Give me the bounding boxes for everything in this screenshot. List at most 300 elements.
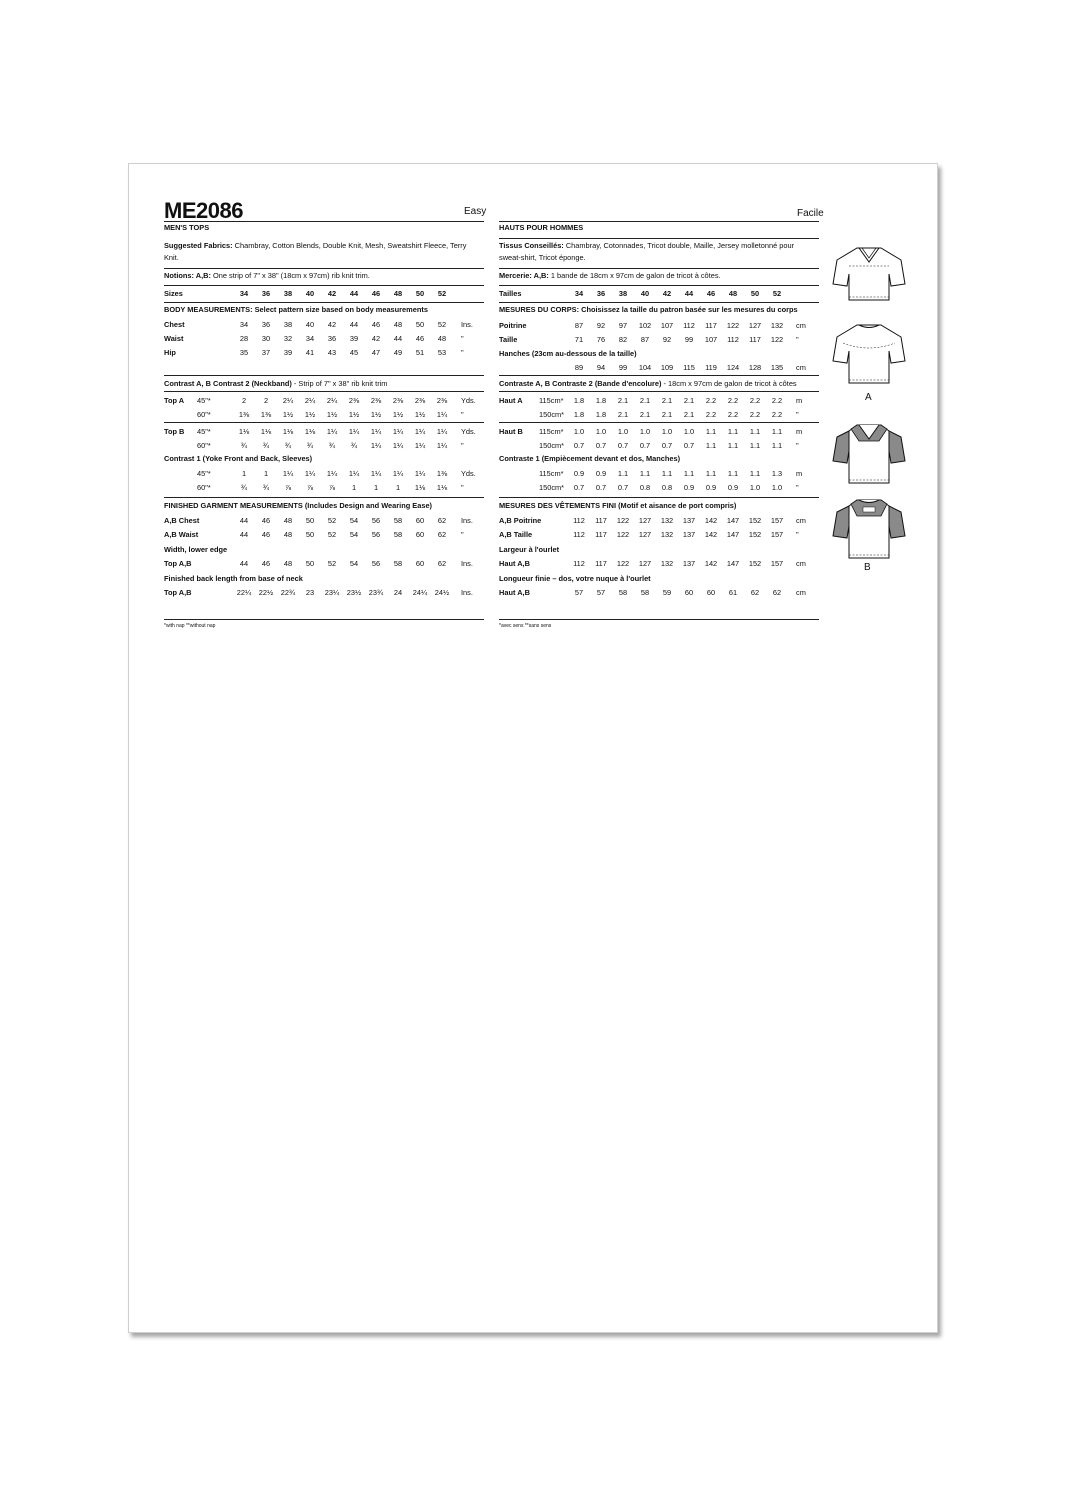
row-label: Chest	[164, 320, 185, 329]
sizes-label: Tailles	[499, 289, 522, 298]
fabric-width: 150cm*	[539, 441, 565, 450]
table-row	[164, 468, 484, 480]
table-cell: 48	[437, 334, 447, 343]
size-header: 50	[750, 289, 760, 298]
table-cell: 22¾	[280, 588, 296, 597]
table-cell: 1¼	[436, 410, 448, 419]
unit-label: "	[461, 530, 464, 539]
table-cell: 48	[283, 516, 293, 525]
table-cell: 2.2	[727, 396, 739, 405]
table-row	[499, 440, 819, 452]
table-cell: 52	[437, 320, 447, 329]
divider	[164, 302, 484, 303]
size-header: 38	[283, 289, 293, 298]
table-row	[499, 468, 819, 480]
divider	[499, 238, 819, 239]
table-cell: 2.2	[771, 410, 783, 419]
size-header: 50	[415, 289, 425, 298]
table-cell: 128	[748, 363, 762, 372]
table-cell: 2⅜	[348, 396, 360, 405]
table-cell: 24¼	[412, 588, 428, 597]
table-cell: 1	[373, 483, 379, 492]
table-cell: 117	[595, 559, 607, 568]
divider	[164, 619, 484, 620]
row-label: A,B Taille	[499, 530, 533, 539]
table-cell: 0.7	[617, 441, 629, 450]
table-cell: 1.1	[727, 441, 739, 450]
table-cell: 46	[261, 530, 271, 539]
fabric-width: 45"*	[197, 427, 211, 436]
table-cell: 1¼	[348, 469, 360, 478]
table-cell: 0.7	[661, 441, 673, 450]
size-header: 48	[393, 289, 403, 298]
table-cell: ¾	[240, 441, 248, 450]
table-row	[164, 333, 484, 345]
table-cell: 44	[239, 530, 249, 539]
table-cell: 1.0	[595, 427, 607, 436]
table-cell: 1⅜	[238, 410, 250, 419]
table-cell: 54	[349, 559, 359, 568]
table-row	[499, 482, 819, 494]
table-cell: 56	[371, 530, 381, 539]
table-cell: 1.1	[639, 469, 651, 478]
table-cell: 102	[638, 321, 652, 330]
table-row	[164, 395, 484, 407]
table-cell: 127	[638, 530, 652, 539]
suggested-fabrics-cont: Knit.	[164, 253, 179, 262]
table-cell: 97	[618, 321, 628, 330]
table-cell: 92	[596, 321, 606, 330]
size-header: 40	[305, 289, 315, 298]
table-cell: 60	[706, 588, 716, 597]
table-cell: 51	[415, 348, 425, 357]
table-cell: 34	[239, 320, 249, 329]
view-a-label: A	[865, 392, 872, 403]
fabric-width: 60"*	[197, 410, 211, 419]
table-cell: 1.1	[705, 427, 717, 436]
table-cell: 62	[750, 588, 760, 597]
row-label: Haut B	[499, 427, 523, 436]
fabric-width: 60"*	[197, 483, 211, 492]
row-label: Top B	[164, 427, 185, 436]
pattern-back-sheet	[128, 163, 938, 1333]
unit-label: cm	[796, 516, 806, 525]
table-cell: 147	[726, 530, 740, 539]
unit-label: Ins.	[461, 588, 473, 597]
table-cell: 2.1	[683, 410, 695, 419]
size-header: 36	[596, 289, 606, 298]
table-cell: 45	[349, 348, 359, 357]
table-cell: 157	[770, 559, 784, 568]
table-cell: 89	[574, 363, 584, 372]
unit-label: "	[796, 335, 799, 344]
table-cell: 1¼	[392, 441, 404, 450]
table-cell: 135	[770, 363, 784, 372]
suggested-fabrics-fr: Tissus Conseillés: Chambray, Cotonnades, Tricot double, Maille, Jersey molletonné pour	[499, 241, 795, 250]
section-title: MEN'S TOPS	[164, 223, 210, 232]
table-cell: 24½	[434, 588, 450, 597]
table-cell: 44	[239, 559, 249, 568]
table-cell: 152	[748, 559, 762, 568]
sizes-row	[164, 288, 484, 300]
body-measurements-heading-fr: MESURES DU CORPS: Choisissez la taille du patron basée sur les mesures du corps	[499, 305, 798, 314]
table-cell: 60	[415, 530, 425, 539]
table-cell: 49	[393, 348, 403, 357]
table-cell: 1.8	[573, 396, 585, 405]
table-cell: 58	[618, 588, 628, 597]
table-cell: 1¼	[370, 469, 382, 478]
size-header: 44	[349, 289, 359, 298]
table-cell: 76	[596, 335, 606, 344]
table-cell: 44	[393, 334, 403, 343]
table-row	[164, 426, 484, 438]
table-row	[499, 334, 819, 346]
table-cell: 0.7	[617, 483, 629, 492]
sizes-row-fr	[499, 288, 819, 300]
table-cell: ⅞	[328, 483, 336, 492]
table-cell: 1.3	[771, 469, 783, 478]
table-cell: 58	[393, 559, 403, 568]
table-cell: 57	[574, 588, 584, 597]
unit-label: m	[796, 427, 803, 436]
table-cell: 1.1	[661, 469, 673, 478]
table-cell: 50	[305, 559, 315, 568]
fabric-width: 60"*	[197, 441, 211, 450]
table-row	[499, 320, 819, 332]
table-cell: 44	[349, 320, 359, 329]
table-cell: 56	[371, 559, 381, 568]
footnote: *with nap **without nap	[164, 623, 216, 629]
notions-fr: Mercerie: A,B: 1 bande de 18cm x 97cm de galon de tricot à côtes.	[499, 271, 721, 280]
table-cell: 1.1	[705, 441, 717, 450]
table-cell: 122	[770, 335, 784, 344]
width-heading-fr: Largeur à l'ourlet	[499, 545, 560, 554]
table-cell: 1.1	[771, 441, 783, 450]
table-cell: 82	[618, 335, 628, 344]
table-cell: 53	[437, 348, 447, 357]
unit-label: m	[796, 469, 803, 478]
table-cell: 1	[395, 483, 401, 492]
table-cell: 104	[638, 363, 652, 372]
table-cell: 1.1	[705, 469, 717, 478]
fabric-width: 45"*	[197, 469, 211, 478]
table-cell: 1.1	[617, 469, 629, 478]
table-cell: 41	[305, 348, 315, 357]
unit-label: "	[461, 483, 464, 492]
table-cell: 23¼	[324, 588, 340, 597]
table-cell: 57	[596, 588, 606, 597]
table-cell: 52	[327, 530, 337, 539]
table-cell: 2.2	[727, 410, 739, 419]
table-cell: 30	[261, 334, 271, 343]
table-cell: 23	[305, 588, 315, 597]
table-cell: 36	[261, 320, 271, 329]
table-row	[164, 319, 484, 331]
table-cell: 61	[728, 588, 738, 597]
divider	[164, 375, 484, 376]
size-header: 34	[574, 289, 584, 298]
table-cell: ¾	[350, 441, 358, 450]
table-cell: 112	[573, 559, 585, 568]
table-cell: 127	[748, 321, 762, 330]
row-label: Top A,B	[164, 559, 192, 568]
table-cell: 1⅛	[414, 483, 426, 492]
table-cell: 147	[726, 516, 740, 525]
table-row	[499, 409, 819, 421]
table-cell: 2¼	[326, 396, 338, 405]
unit-label: "	[461, 334, 464, 343]
contrast-heading: Contrast A, B Contrast 2 (Neckband) - Strip of 7" x 38" rib knit trim	[164, 379, 388, 388]
table-cell: 87	[640, 335, 650, 344]
table-cell: 1¼	[370, 427, 382, 436]
table-cell: 36	[327, 334, 337, 343]
table-cell: 1½	[304, 410, 316, 419]
divider	[164, 497, 484, 498]
sizes-label: Sizes	[164, 289, 183, 298]
view-a-back-sketch	[829, 319, 909, 389]
table-cell: 54	[349, 516, 359, 525]
table-cell: ¾	[262, 483, 270, 492]
table-cell: 2¼	[304, 396, 316, 405]
unit-label: "	[461, 410, 464, 419]
table-cell: 1⅛	[282, 427, 294, 436]
table-cell: 59	[662, 588, 672, 597]
size-header: 42	[662, 289, 672, 298]
unit-label: "	[461, 441, 464, 450]
table-cell: 87	[574, 321, 584, 330]
divider	[164, 391, 484, 392]
table-cell: 117	[595, 530, 607, 539]
table-cell: 52	[327, 559, 337, 568]
view-b-front-sketch	[829, 419, 909, 489]
row-label: Haut A,B	[499, 559, 530, 568]
fabric-width: 45"*	[197, 396, 211, 405]
table-cell: 52	[327, 516, 337, 525]
table-cell: 2⅜	[392, 396, 404, 405]
table-cell: 47	[371, 348, 381, 357]
table-cell: 1.1	[727, 469, 739, 478]
table-cell: 137	[682, 559, 696, 568]
table-cell: 43	[327, 348, 337, 357]
unit-label: Yds.	[461, 469, 476, 478]
table-cell: 112	[727, 335, 739, 344]
table-cell: 2.1	[661, 410, 673, 419]
table-cell: 147	[726, 559, 740, 568]
table-cell: 99	[618, 363, 628, 372]
table-cell: 2.2	[771, 396, 783, 405]
table-cell: 1⅛	[238, 427, 250, 436]
table-cell: 42	[371, 334, 381, 343]
table-cell: 2.2	[705, 410, 717, 419]
table-cell: 1.8	[573, 410, 585, 419]
table-cell: 44	[239, 516, 249, 525]
table-cell: 1.0	[771, 483, 783, 492]
size-header: 34	[239, 289, 249, 298]
table-cell: 1.1	[749, 469, 761, 478]
fabric-width: 150cm*	[539, 483, 565, 492]
table-cell: 1¼	[370, 441, 382, 450]
table-row	[499, 587, 819, 599]
table-cell: 0.7	[639, 441, 651, 450]
width-heading: Width, lower edge	[164, 545, 228, 554]
suggested-fabrics: Suggested Fabrics: Chambray, Cotton Blends, Double Knit, Mesh, Sweatshirt Fleece, Terry	[164, 241, 467, 250]
pattern-number: ME2086	[164, 198, 243, 223]
table-cell: 58	[393, 516, 403, 525]
unit-label: Ins.	[461, 320, 473, 329]
table-cell: 117	[595, 516, 607, 525]
difficulty-level-fr: Facile	[797, 208, 824, 219]
table-cell: 1.1	[749, 427, 761, 436]
table-cell: 60	[684, 588, 694, 597]
row-label: Haut A	[499, 396, 523, 405]
row-label: Poitrine	[499, 321, 527, 330]
table-cell: 0.7	[595, 441, 607, 450]
table-cell: 112	[683, 321, 695, 330]
table-cell: 109	[660, 363, 674, 372]
table-cell: 34	[305, 334, 315, 343]
table-row	[164, 440, 484, 452]
unit-label: "	[796, 530, 799, 539]
table-cell: 1.8	[595, 410, 607, 419]
table-cell: 35	[239, 348, 249, 357]
table-cell: 107	[704, 335, 718, 344]
table-cell: 62	[772, 588, 782, 597]
size-header: 46	[371, 289, 381, 298]
table-cell: ⅞	[284, 483, 292, 492]
table-cell: 117	[749, 335, 761, 344]
table-cell: 1¼	[282, 469, 294, 478]
divider	[499, 391, 819, 392]
table-cell: 54	[349, 530, 359, 539]
row-label: A,B Chest	[164, 516, 200, 525]
contrast1-heading: Contrast 1 (Yoke Front and Back, Sleeves)	[164, 454, 313, 463]
table-row	[164, 587, 484, 599]
table-cell: 2⅜	[414, 396, 426, 405]
table-cell: 71	[574, 335, 584, 344]
table-cell: 142	[704, 530, 718, 539]
table-cell: 2¼	[282, 396, 294, 405]
table-cell: 1¼	[436, 427, 448, 436]
contrast-heading-fr: Contraste A, B Contraste 2 (Bande d'encolure) - 18cm x 97cm de galon de tricot à côtes	[499, 379, 797, 388]
table-cell: 0.9	[595, 469, 607, 478]
table-cell: 119	[705, 363, 717, 372]
size-header: 48	[728, 289, 738, 298]
contrast1-heading-fr: Contraste 1 (Empiècement devant et dos, Manches)	[499, 454, 681, 463]
table-cell: 58	[393, 530, 403, 539]
table-cell: 1½	[282, 410, 294, 419]
table-cell: 0.9	[727, 483, 739, 492]
unit-label: Yds.	[461, 396, 476, 405]
table-cell: ⅞	[306, 483, 314, 492]
table-cell: 99	[684, 335, 694, 344]
table-cell: 48	[393, 320, 403, 329]
table-cell: 157	[770, 516, 784, 525]
table-cell: ¾	[284, 441, 292, 450]
divider	[499, 619, 819, 620]
table-cell: 1⅛	[260, 427, 272, 436]
divider	[499, 268, 819, 269]
table-cell: 1.1	[749, 441, 761, 450]
table-cell: 2.2	[749, 410, 761, 419]
table-cell: 38	[283, 320, 293, 329]
table-cell: 58	[640, 588, 650, 597]
fabric-width: 115cm*	[539, 469, 564, 478]
table-cell: 22½	[258, 588, 274, 597]
table-cell: 1.0	[617, 427, 629, 436]
table-cell: 0.8	[661, 483, 673, 492]
table-cell: 1⅜	[436, 469, 448, 478]
table-row	[499, 395, 819, 407]
row-label: Taille	[499, 335, 518, 344]
table-cell: 50	[305, 516, 315, 525]
table-cell: 46	[371, 320, 381, 329]
table-cell: 122	[616, 516, 630, 525]
table-row	[164, 482, 484, 494]
table-cell: 1½	[370, 410, 382, 419]
table-cell: 2⅜	[436, 396, 448, 405]
row-label: A,B Waist	[164, 530, 199, 539]
table-cell: 1⅜	[260, 410, 272, 419]
table-cell: 1⅛	[304, 427, 316, 436]
table-cell: 0.7	[573, 441, 585, 450]
table-cell: 0.7	[683, 441, 695, 450]
divider	[499, 285, 819, 286]
table-cell: 127	[638, 516, 652, 525]
table-cell: 132	[660, 530, 674, 539]
table-cell: 0.9	[573, 469, 585, 478]
divider	[164, 422, 484, 423]
row-label: Hip	[164, 348, 176, 357]
table-row	[499, 515, 819, 527]
table-cell: 24	[393, 588, 403, 597]
table-cell: 46	[261, 516, 271, 525]
length-heading-fr: Longueur finie – dos, votre nuque à l'ourlet	[499, 574, 651, 583]
table-cell: 0.8	[639, 483, 651, 492]
table-cell: 56	[371, 516, 381, 525]
table-cell: 137	[682, 530, 696, 539]
table-cell: 46	[415, 334, 425, 343]
length-heading: Finished back length from base of neck	[164, 574, 303, 583]
table-cell: 1¼	[392, 427, 404, 436]
divider	[164, 285, 484, 286]
unit-label: cm	[796, 363, 806, 372]
table-cell: 152	[748, 516, 762, 525]
table-cell: 2	[263, 396, 269, 405]
table-cell: 112	[573, 530, 585, 539]
table-cell: 142	[704, 559, 718, 568]
table-cell: 1.1	[727, 427, 739, 436]
table-cell: ¾	[240, 483, 248, 492]
finished-measurements-heading: FINISHED GARMENT MEASUREMENTS (Includes Design and Wearing Ease)	[164, 501, 433, 510]
size-header: 36	[261, 289, 271, 298]
table-cell: 0.7	[595, 483, 607, 492]
table-cell: 1½	[348, 410, 360, 419]
divider	[164, 268, 484, 269]
fabric-width: 150cm*	[539, 410, 565, 419]
table-cell: 117	[705, 321, 717, 330]
divider	[499, 221, 819, 222]
table-cell: 2	[241, 396, 247, 405]
table-cell: 2.1	[639, 396, 651, 405]
table-cell: 2.1	[617, 396, 629, 405]
row-label: Waist	[164, 334, 184, 343]
row-label: A,B Poitrine	[499, 516, 542, 525]
unit-label: "	[796, 410, 799, 419]
table-cell: 1	[263, 469, 269, 478]
size-header: 38	[618, 289, 628, 298]
divider	[499, 497, 819, 498]
table-cell: 37	[261, 348, 271, 357]
